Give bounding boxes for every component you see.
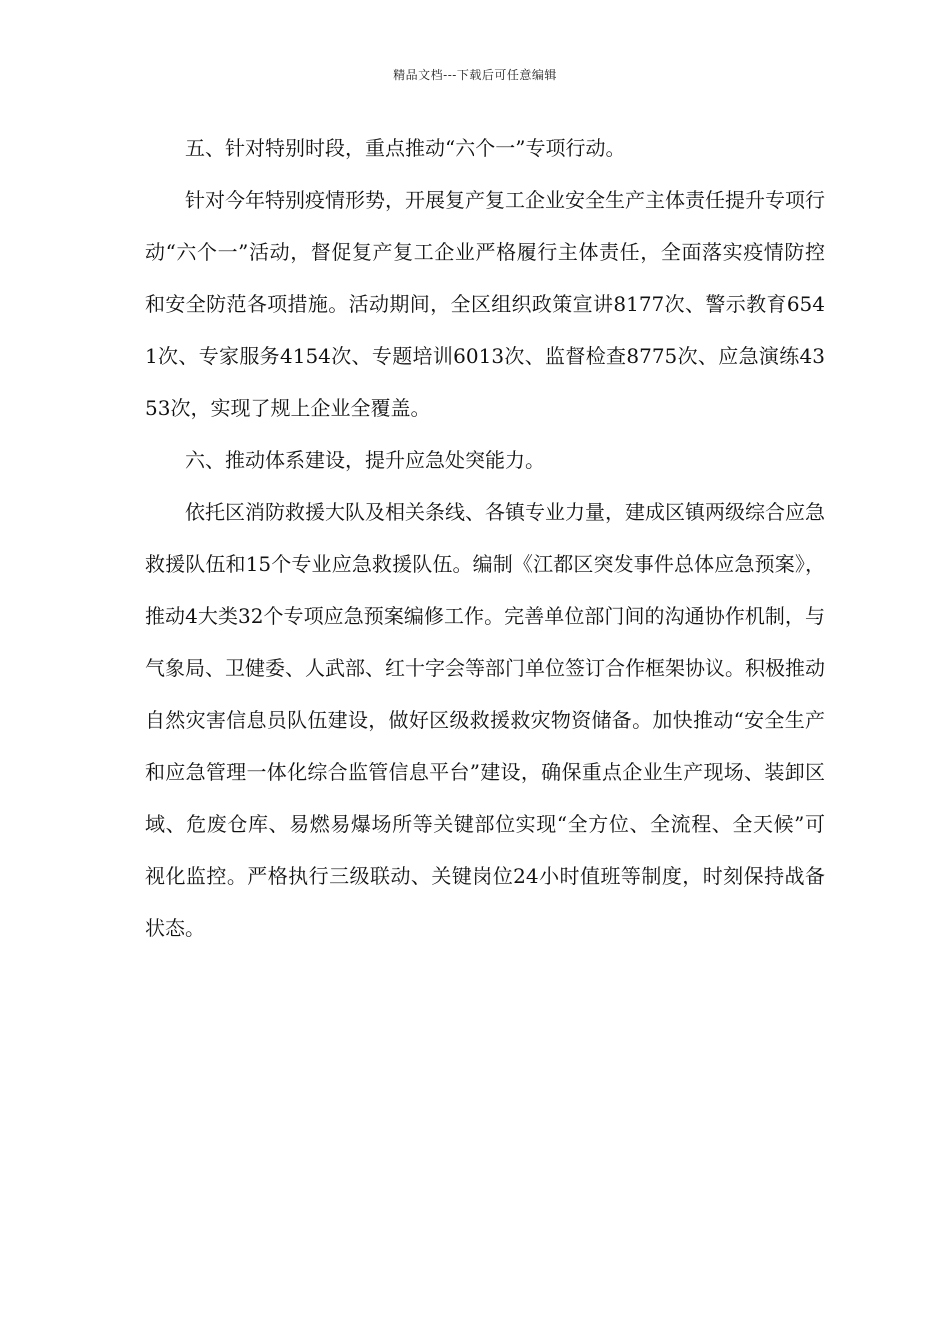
section-heading-6: 六、推动体系建设，提升应急处突能力。 <box>185 448 545 472</box>
page-header: 精品文档---下载后可任意编辑 <box>393 68 557 82</box>
paragraph-emergency-system: 依托区消防救援大队及相关条线、各镇专业力量，建成区镇两级综合应急救援队伍和15个专业应急救援队伍。编制《江都区突发事件总体应急预案》，推动4大类32个专项应急预案编修工作。完善单位部门间的沟通协作机制，与气象局、卫健委、人武部、红十字会等部门单位签订合作框架协议。积极推动自然灾害信息员队伍建设，做好区级救援救灾物资储备。加快推动“安全生产和应急管理一体化综合监管信息平台”建设，确保重点企业生产现场、装卸区域、危废仓库、易燃易爆场所等关键部位实现“全方位、全流程、全天候”可视化监控。严格执行三级联动、关键岗位24小时值班等制度，时刻保持战备状态。 <box>145 500 825 940</box>
document-body <box>145 122 825 954</box>
paragraph-six-ones-activity: 针对今年特别疫情形势，开展复产复工企业安全生产主体责任提升专项行动“六个一”活动，督促复产复工企业严格履行主体责任，全面落实疫情防控和安全防范各项措施。活动期间，全区组织政策宣讲8177次、警示教育6541次、专家服务4154次、专题培训6013次、监督检查8775次、应急演练4353次，实现了规上企业全覆盖。 <box>145 188 825 420</box>
section-heading-5: 五、针对特别时段，重点推动“六个一”专项行动。 <box>185 136 626 160</box>
